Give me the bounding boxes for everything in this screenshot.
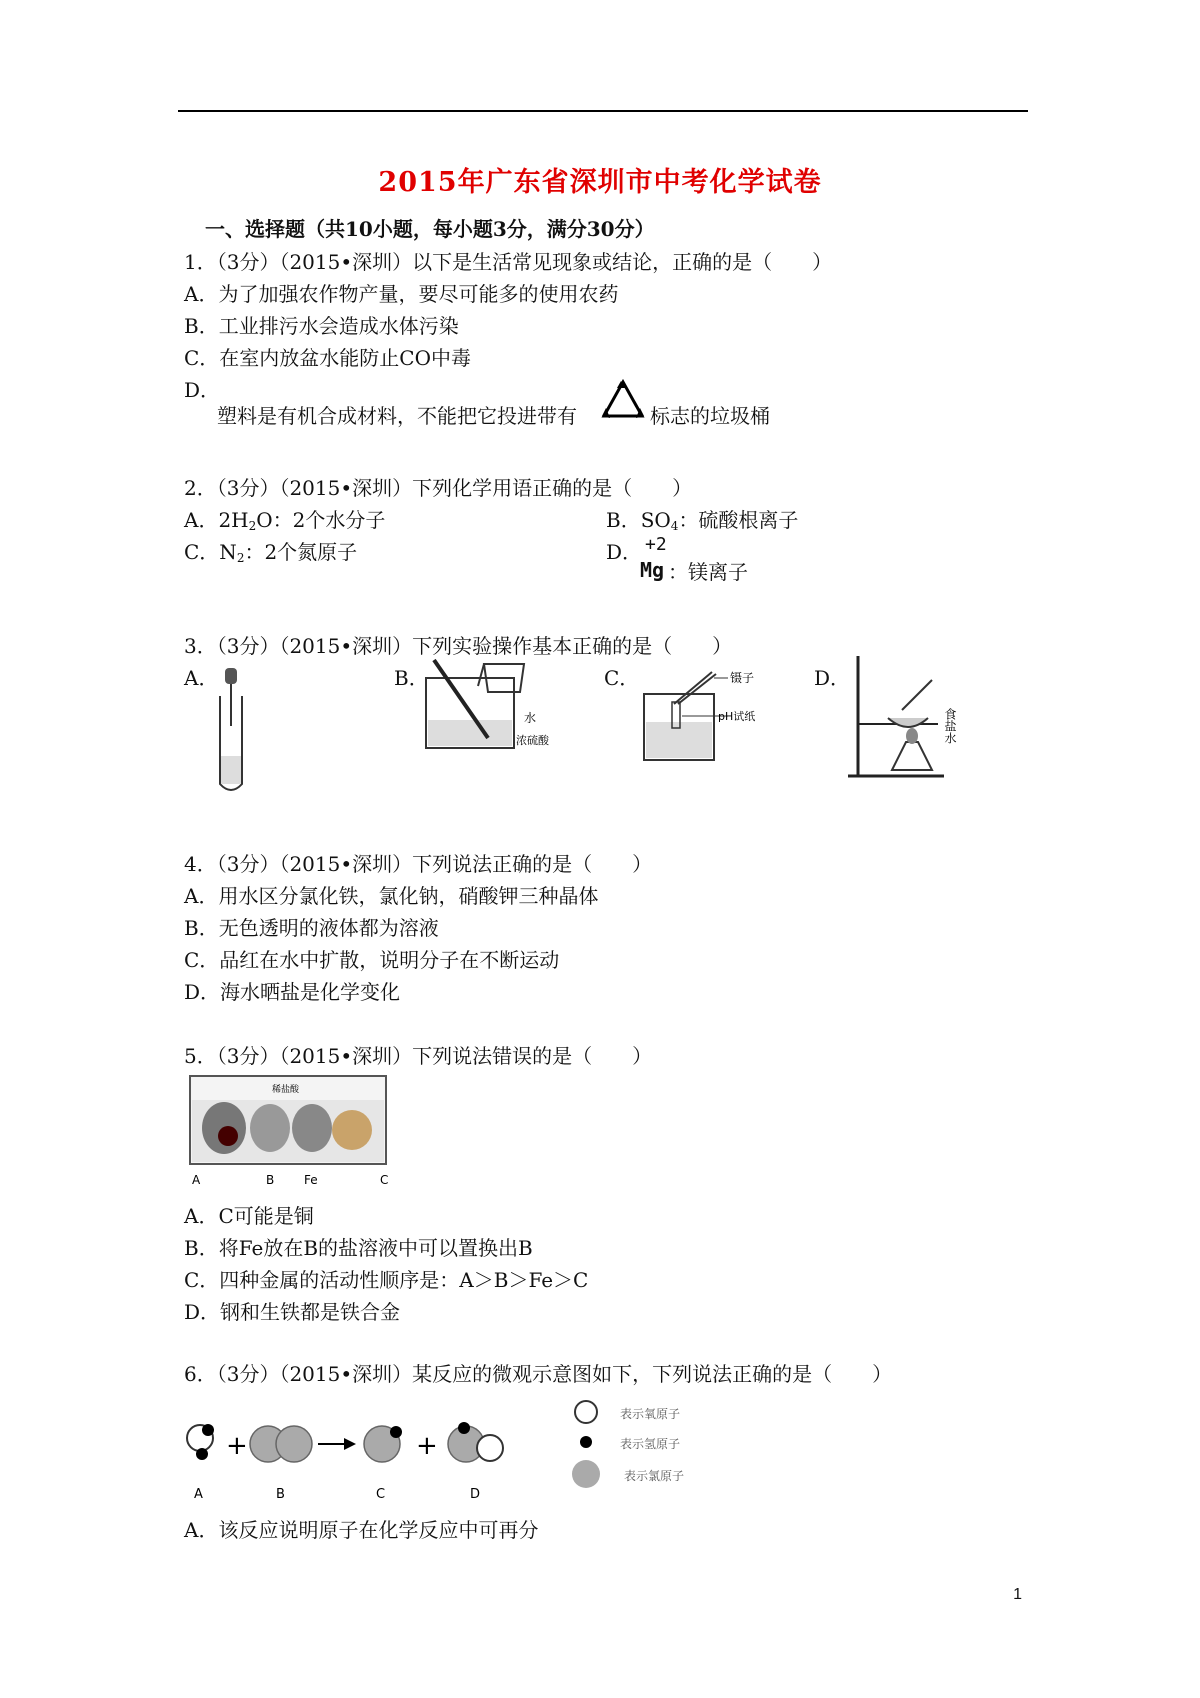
fig5-label-a: A (192, 1173, 201, 1187)
fig5-acid-label: 稀盐酸 (272, 1085, 300, 1095)
q1-option-a: A．为了加强农作物产量，要尽可能多的使用农药 (184, 282, 619, 306)
fig6-legend-chlorine: 表示氯原子 (624, 1469, 685, 1483)
q5-option-b: B．将Fe放在B的盐溶液中可以置换出B (184, 1236, 533, 1260)
q1-option-c: C．在室内放盆水能防止CO中毒 (184, 346, 472, 370)
q4-option-d: D．海水晒盐是化学变化 (184, 980, 401, 1004)
q2-option-a: A．$2H_2O$：2个水分子 (184, 508, 386, 533)
q4-option-a: A．用水区分氯化铁，氯化钠，硝酸钾三种晶体 (184, 884, 599, 908)
svg-text:+: + (226, 1431, 248, 1461)
q2-option-c: C．$N_2$：2个氮原子 (184, 540, 358, 565)
evaporation-figure (848, 652, 974, 782)
q2-option-d-symbol: Mg (640, 558, 665, 582)
recycle-icon (600, 378, 646, 422)
q3-option-d: D． (814, 666, 851, 690)
q3-option-b: B． (394, 666, 429, 690)
fig-b-acid-label: 浓硫酸 (516, 734, 549, 747)
dilution-figure (420, 656, 550, 752)
q6-stem: 6．（3分）（2015•深圳）某反应的微观示意图如下，下列说法正确的是（ ） (184, 1362, 893, 1386)
q3-option-c: C． (604, 666, 640, 690)
q5-option-a: A．C可能是铜 (184, 1204, 314, 1228)
metals-in-acid-figure (184, 1072, 394, 1190)
fig6-legend-hydrogen: 表示氢原子 (620, 1437, 681, 1451)
q1-option-d-text-pre: 塑料是有机合成材料，不能把它投进带有 (217, 404, 577, 428)
q3-option-a: A． (184, 666, 219, 690)
q2-option-d-charge: +2 (645, 534, 667, 555)
page-number: 1 (1013, 1586, 1022, 1603)
q5-option-c: C．四种金属的活动性顺序是：A＞B＞Fe＞C (184, 1268, 589, 1292)
fig6-label-c: C (376, 1487, 386, 1502)
q5-stem: 5．（3分）（2015•深圳）下列说法错误的是（ ） (184, 1044, 653, 1068)
dropper-test-tube-figure (212, 664, 252, 798)
fig6-label-b: B (276, 1487, 285, 1502)
fig-d-salt-label: 食盐水 (943, 708, 957, 744)
fig-c-tweezers-label: 镊子 (730, 671, 755, 685)
header-rule (178, 110, 1028, 112)
fig-b-water-label: 水 (524, 711, 537, 725)
q4-option-c: C．品红在水中扩散，说明分子在不断运动 (184, 948, 560, 972)
q3-stem: 3．（3分）（2015•深圳）下列实验操作基本正确的是（ ） (184, 634, 733, 658)
page-title: 2015年广东省深圳市中考化学试卷 (378, 167, 822, 198)
fig5-label-fe: Fe (304, 1173, 318, 1187)
q1-option-d-label: D． (184, 378, 221, 402)
fig5-label-c: C (380, 1173, 389, 1187)
fig6-legend-oxygen: 表示氧原子 (620, 1407, 681, 1421)
svg-text:+: + (416, 1431, 438, 1461)
q4-option-b: B．无色透明的液体都为溶液 (184, 916, 439, 940)
fig-c-paper-label: pH试纸 (718, 710, 756, 723)
q2-option-b: B．$SO_4$：硫酸根离子 (606, 508, 799, 533)
fig6-label-d: D (470, 1487, 481, 1502)
q5-option-d: D．钢和生铁都是铁合金 (184, 1300, 401, 1324)
section-heading: 一、选择题（共10小题，每小题3分，满分30分） (205, 217, 655, 241)
fig5-label-b: B (266, 1173, 275, 1187)
q4-stem: 4．（3分）（2015•深圳）下列说法正确的是（ ） (184, 852, 653, 876)
q2-stem: 2．（3分）（2015•深圳）下列化学用语正确的是（ ） (184, 476, 693, 500)
q1-option-d-text-post: 标志的垃圾桶 (650, 404, 770, 428)
q1-option-b: B．工业排污水会造成水体污染 (184, 314, 459, 338)
ph-paper-figure (634, 664, 774, 764)
q1-stem: 1．（3分）（2015•深圳）以下是生活常见现象或结论，正确的是（ ） (184, 250, 833, 274)
fig6-label-a: A (194, 1487, 203, 1502)
q2-option-d-label: D． (606, 540, 643, 564)
q6-option-a: A．该反应说明原子在化学反应中可再分 (184, 1518, 539, 1542)
q2-option-d-text: ：镁离子 (668, 560, 748, 584)
reaction-diagram-figure (184, 1398, 704, 1504)
